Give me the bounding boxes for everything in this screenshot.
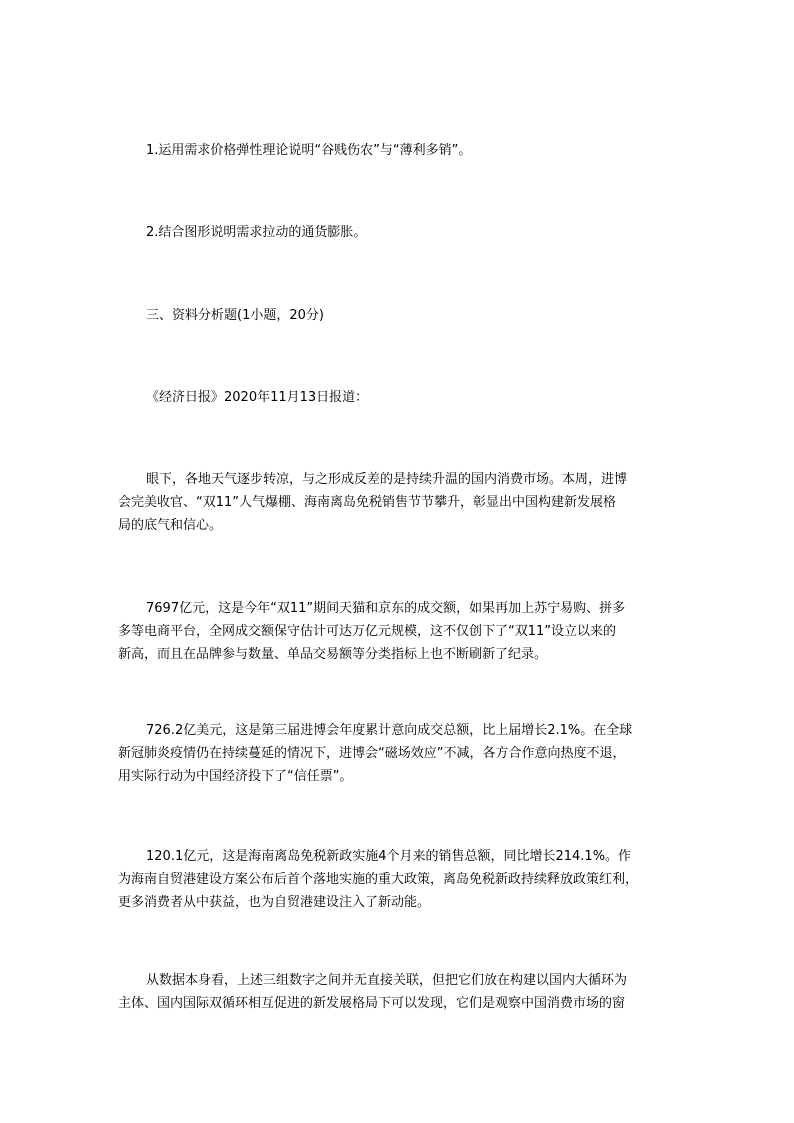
paragraph-line: 为海南自贸港建设方案公布后首个落地实施的重大政策，离岛免税新政持续释放政策红利， [118, 872, 639, 887]
paragraph-line: 新高，而且在品牌参与数量、单品交易额等分类指标上也不断刷新了纪录。 [118, 647, 548, 662]
paragraph-line: 用实际行动为中国经济投下了“信任票”。 [118, 769, 353, 784]
paragraph-3 [118, 719, 678, 788]
paragraph-line: 会完美收官、“双11”人气爆棚、海南离岛免税销售节节攀升，彰显出中国构建新发展格 [118, 495, 617, 510]
paragraph-line: 眼下，各地天气逐步转凉，与之形成反差的是持续升温的国内消费市场。本周，进博 [146, 472, 628, 487]
paragraph-line: 从数据本身看，上述三组数字之间并无直接关联，但把它们放在构建以国内大循环为 [146, 973, 628, 988]
paragraph-line: 多等电商平台，全网成交额保守估计可达万亿元规模，这不仅创下了“双11”设立以来的 [118, 624, 617, 639]
question-2: 2.结合图形说明需求拉动的通货膨胀。 [146, 225, 367, 240]
paragraph-line: 局的底气和信心。 [118, 518, 223, 533]
paragraph-line: 7697亿元，这是今年“双11”期间天猫和京东的成交额，如果再加上苏宁易购、拼多 [146, 601, 626, 616]
paragraph-line: 新冠肺炎疫情仍在持续蔓延的情况下，进博会“磁场效应”不减，各方合作意向热度不退， [118, 746, 626, 761]
paragraph-1 [118, 468, 678, 537]
paragraph-5 [118, 969, 678, 1015]
paragraph-4 [118, 845, 678, 914]
paragraph-line: 主体、国内国际双循环相互促进的新发展格局下可以发现，它们是观察中国消费市场的窗 [118, 996, 626, 1011]
question-1: 1.运用需求价格弹性理论说明“谷贱伤农”与“薄利多销”。 [146, 143, 472, 158]
paragraph-2 [118, 597, 678, 666]
paragraph-line: 更多消费者从中获益，也为自贸港建设注入了新动能。 [118, 895, 431, 910]
section-title: 三、资料分析题(1小题，20分) [146, 308, 324, 323]
paragraph-line: 120.1亿元，这是海南离岛免税新政实施4个月来的销售总额，同比增长214.1%。作 [146, 849, 632, 864]
source-intro: 《经济日报》2020年11月13日报道： [146, 390, 369, 405]
paragraph-line: 726.2亿美元，这是第三届进博会年度累计意向成交总额，比上届增长2.1%。在全球 [146, 723, 633, 738]
